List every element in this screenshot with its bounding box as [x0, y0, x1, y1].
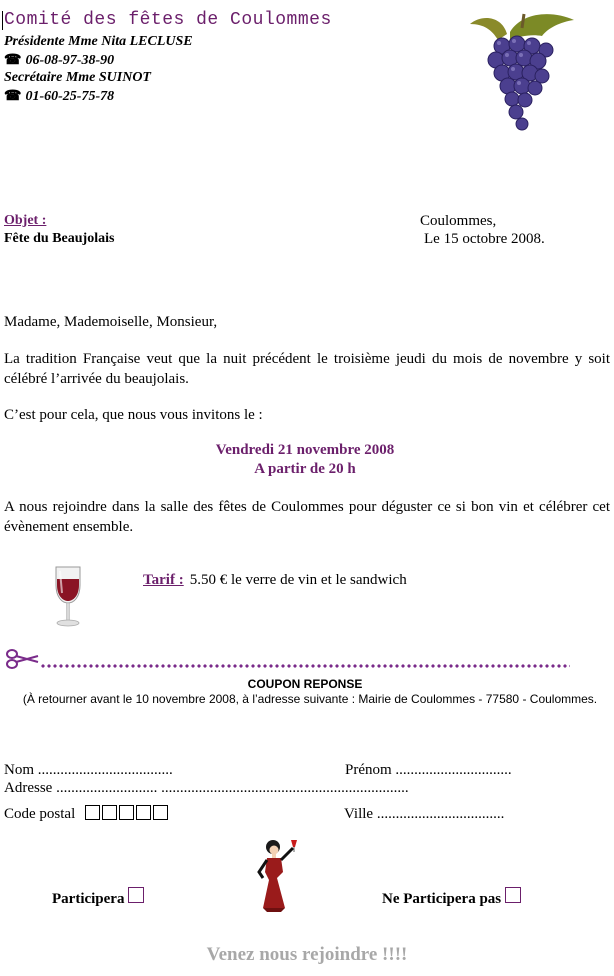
subject-text: Fête du Beaujolais — [4, 231, 115, 246]
coupon-subtitle: (À retourner avant le 10 novembre 2008, à l’adresse suivante : Mairie de Coulommes - 77580 - Coulommes. — [22, 692, 598, 706]
tarif-line — [143, 572, 407, 589]
president-line — [4, 34, 193, 50]
tarif-text: 5.50 € le verre de vin et le sandwich — [189, 572, 407, 588]
ne-participera-checkbox[interactable] — [505, 887, 521, 903]
ne-participera-option — [382, 887, 521, 908]
footer-slogan: Venez nous rejoindre !!!! — [206, 944, 408, 965]
event-time: A partir de 20 h — [254, 461, 356, 477]
grapes-icon — [462, 6, 582, 136]
coupon-title: COUPON REPONSE — [247, 677, 363, 691]
prenom-field[interactable]: Prénom ............................... — [345, 762, 512, 778]
president-phone-line — [4, 52, 114, 69]
greeting: Madame, Mademoiselle, Monsieur, — [4, 314, 218, 330]
postal-digit-box[interactable] — [85, 805, 100, 820]
secretary-phone-line — [4, 88, 114, 105]
organization-title: Comité des fêtes de Coulommes — [4, 10, 332, 30]
text-cursor — [2, 11, 3, 30]
ville-field[interactable]: Ville .................................. — [344, 806, 505, 822]
secretary-text: Secrétaire Mme SUINOT — [4, 70, 151, 85]
postal-digit-box[interactable] — [102, 805, 117, 820]
president-phone: 06-08-97-38-90 — [25, 53, 115, 68]
telephone-icon: ☎ — [4, 89, 22, 104]
postal-digit-box[interactable] — [119, 805, 134, 820]
postal-digit-box[interactable] — [136, 805, 151, 820]
paragraph-invitation: C’est pour cela, que nous vous invitons le : — [4, 407, 263, 423]
telephone-icon: ☎ — [4, 53, 22, 68]
letter-date: Le 15 octobre 2008. — [424, 231, 545, 247]
secretary-phone: 01-60-25-75-78 — [25, 89, 115, 104]
cut-line — [40, 664, 570, 668]
event-date: Vendredi 21 novembre 2008 — [215, 442, 395, 458]
participera-option — [52, 887, 144, 908]
code-postal-label: Code postal — [4, 806, 76, 822]
secretary-line — [4, 70, 151, 86]
paragraph-join: A nous rejoindre dans la salle des fêtes de Coulommes pour déguster ce si bon vin et célébrer cet évènement ensemble. — [4, 499, 610, 535]
ne-participera-label: Ne Participera pas — [382, 891, 502, 907]
wine-glass-icon — [50, 563, 86, 629]
participera-label: Participera — [52, 891, 125, 907]
paragraph-tradition: La tradition Française veut que la nuit précédent le troisième jeudi du mois de novembre y soit célébré l’arrivée du beaujolais. — [4, 351, 610, 387]
tarif-label: Tarif : — [143, 572, 184, 588]
scissors-icon — [5, 648, 39, 670]
participera-checkbox[interactable] — [128, 887, 144, 903]
nom-field[interactable]: Nom .................................... — [4, 762, 173, 778]
adresse-field[interactable]: Adresse ........................... .................................................................. — [4, 780, 409, 796]
letter-place: Coulommes, — [420, 213, 497, 229]
president-text: Présidente Mme Nita LECLUSE — [4, 34, 193, 49]
postal-digit-box[interactable] — [153, 805, 168, 820]
subject-label: Objet : — [4, 213, 47, 228]
lady-with-glass-icon — [255, 838, 301, 914]
code-postal-row — [4, 805, 170, 823]
